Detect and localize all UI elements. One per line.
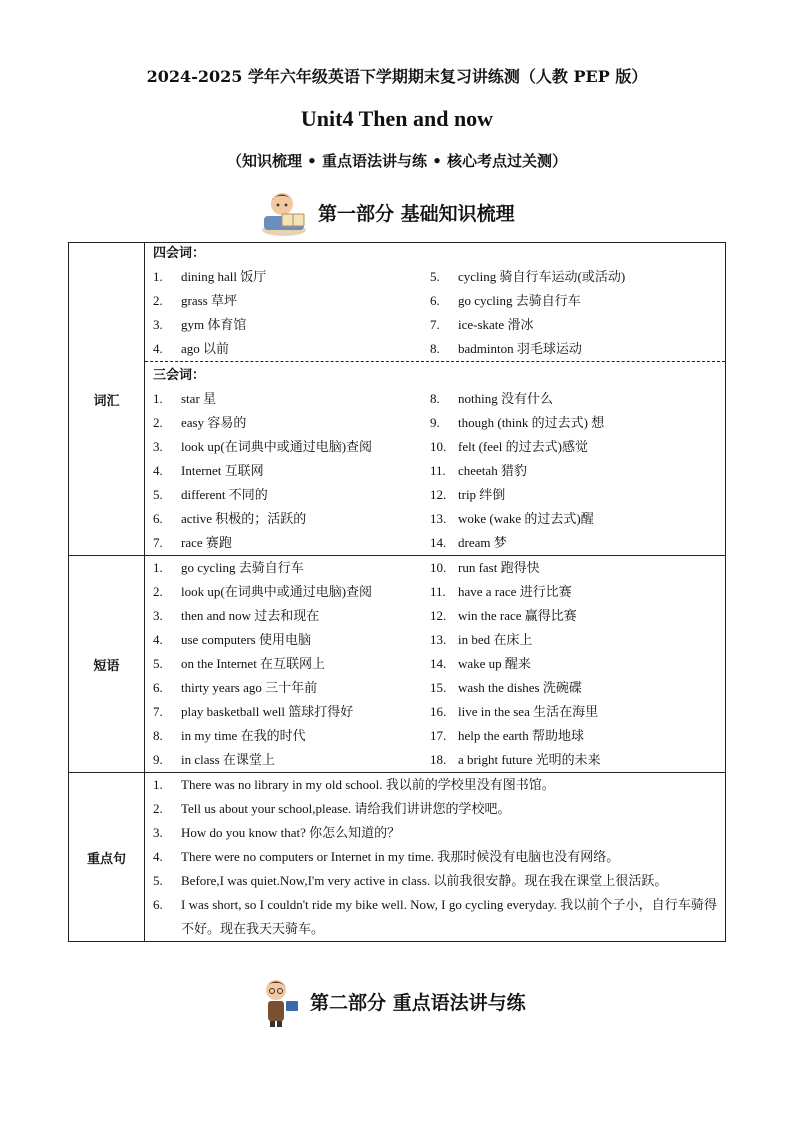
list-item: 9. in class 在课堂上 xyxy=(153,752,275,767)
list-item: 2. easy 容易的 xyxy=(153,415,247,430)
list-item: 14. wake up 醒来 xyxy=(430,656,531,671)
three-words-heading: 三会词： xyxy=(153,368,206,383)
list-item: 12. win the race 赢得比赛 xyxy=(430,608,577,623)
list-item: 12. trip 绊倒 xyxy=(430,487,506,502)
list-item: 3. gym 体育馆 xyxy=(153,317,247,332)
list-item: 11. cheetah 猎豹 xyxy=(430,463,527,478)
list-item: 1. dining hall 饭厅 xyxy=(153,269,267,284)
phrases-list xyxy=(145,556,725,772)
list-item: 3. How do you know that? 你怎么知道的？ xyxy=(153,825,401,840)
four-words-heading: 四会词： xyxy=(153,246,206,261)
list-item: 3. look up(在词典中或通过电脑)查阅 xyxy=(153,439,373,454)
list-item: 10. felt (feel 的过去式)感觉 xyxy=(430,439,588,454)
list-item: 5. Before,I was quiet.Now,I'm very active in class. 以前我很安静。现在我在课堂上很活跃。 xyxy=(153,873,668,888)
list-item: 4. Internet 互联网 xyxy=(153,463,264,478)
list-item: 13. woke (wake 的过去式)醒 xyxy=(430,511,594,526)
list-item: 4. use computers 使用电脑 xyxy=(153,632,311,647)
four-words-list xyxy=(145,265,725,361)
vocab-section xyxy=(69,243,726,556)
teacher-icon xyxy=(250,975,302,1027)
phrases-category: 短语 xyxy=(69,556,145,773)
section-2-banner xyxy=(0,975,794,1027)
list-item: 14. dream 梦 xyxy=(430,535,507,550)
section-1-banner xyxy=(0,186,794,238)
section-2-title: 第二部分 重点语法讲与练 xyxy=(310,991,526,1014)
list-item: 8. nothing 没有什么 xyxy=(430,391,553,406)
list-item: 8. in my time 在我的时代 xyxy=(153,728,306,743)
list-item: 18. a bright future 光明的未来 xyxy=(430,752,601,767)
sentences-section xyxy=(69,773,726,942)
list-item: 2. look up(在词典中或通过电脑)查阅 xyxy=(153,584,373,599)
list-item: 1. star 星 xyxy=(153,391,217,406)
list-item: 5. cycling 骑自行车运动(或活动) xyxy=(430,269,626,284)
list-item: 9. though (think 的过去式) 想 xyxy=(430,415,605,430)
list-item: 11. have a race 进行比赛 xyxy=(430,584,572,599)
document-title: 2024-2025 学年六年级英语下学期期末复习讲练测（人教 PEP 版） xyxy=(146,67,648,86)
list-item: 4. There were no computers or Internet in my time. 我那时候没有电脑也没有网络。 xyxy=(153,849,620,864)
document-subtitle: （知识梳理 • 重点语法讲与练 • 核心考点过关测） xyxy=(226,152,568,170)
phrases-content xyxy=(145,556,726,773)
sentences-category: 重点句 xyxy=(69,773,145,942)
list-item: 2. Tell us about your school,please. 请给我们讲讲您的学校吧。 xyxy=(153,801,511,816)
list-item: 13. in bed 在床上 xyxy=(430,632,533,647)
list-item: 1. There was no library in my old school. 我以前的学校里没有图书馆。 xyxy=(153,777,555,792)
list-item: 4. ago 以前 xyxy=(153,341,230,356)
list-item: 6. go cycling 去骑自行车 xyxy=(430,293,581,308)
section-1-title: 第一部分 基础知识梳理 xyxy=(318,202,515,225)
list-item: 8. badminton 羽毛球运动 xyxy=(430,341,582,356)
phrases-section xyxy=(69,556,726,773)
list-item: 7. race 赛跑 xyxy=(153,535,232,550)
list-item: 3. then and now 过去和现在 xyxy=(153,608,320,623)
list-item: 17. help the earth 帮助地球 xyxy=(430,728,584,743)
list-item: 6. thirty years ago 三十年前 xyxy=(153,680,318,695)
list-item: 15. wash the dishes 洗碗碟 xyxy=(430,680,582,695)
sentences-content xyxy=(145,773,726,942)
list-item: 16. live in the sea 生活在海里 xyxy=(430,704,599,719)
list-item: 7. ice-skate 滑冰 xyxy=(430,317,534,332)
reading-boy-icon xyxy=(258,186,310,238)
list-item: 5. different 不同的 xyxy=(153,487,268,502)
list-item: 1. go cycling 去骑自行车 xyxy=(153,560,304,575)
knowledge-table xyxy=(68,242,726,942)
three-words-list xyxy=(145,387,725,555)
list-item: 2. grass 草坪 xyxy=(153,293,237,308)
list-item: 10. run fast 跑得快 xyxy=(430,560,540,575)
list-item: 5. on the Internet 在互联网上 xyxy=(153,656,326,671)
list-item: 6. I was short, so I couldn't ride my bike well. Now, I go cycling everyday. 我以前个子小，自行车骑得不好。现在我天天骑车。 xyxy=(153,897,717,936)
vocab-category: 词汇 xyxy=(69,243,145,556)
unit-title: Unit4 Then and now xyxy=(300,106,494,131)
list-item: 6. active 积极的；活跃的 xyxy=(153,511,307,526)
list-item: 7. play basketball well 篮球打得好 xyxy=(153,704,354,719)
vocab-content xyxy=(145,243,726,556)
